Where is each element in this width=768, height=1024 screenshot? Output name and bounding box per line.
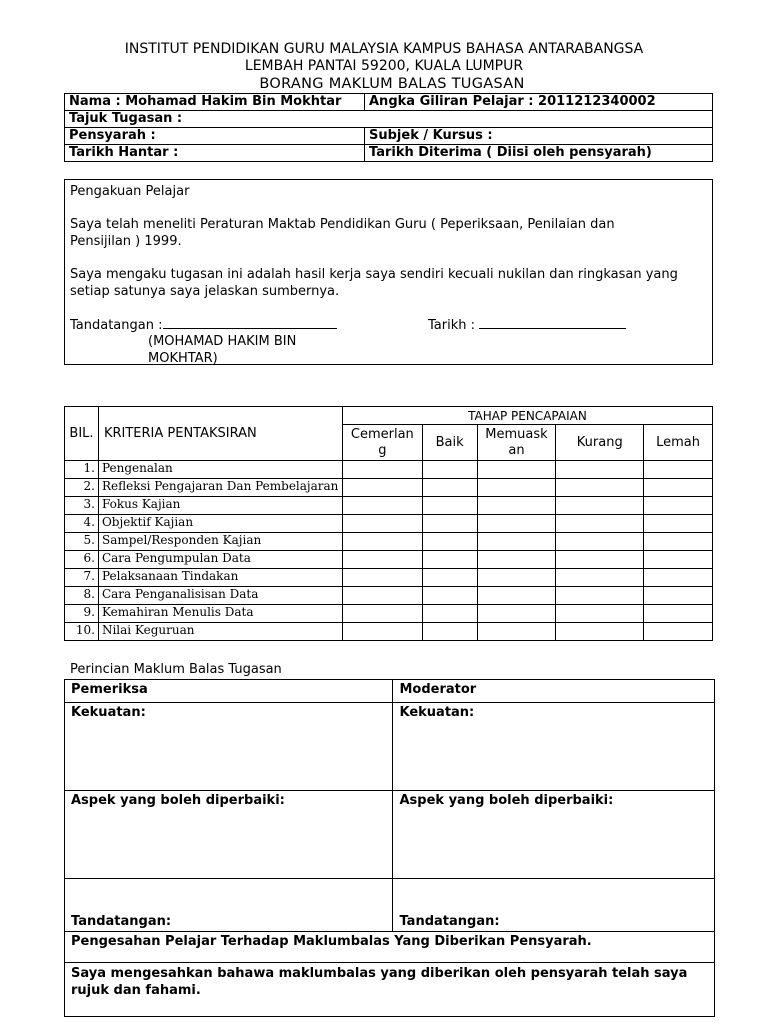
score-cell-memuaskan[interactable] (477, 605, 556, 623)
criteria-row (65, 551, 713, 569)
score-cell-kurang[interactable] (556, 605, 644, 623)
score-cell-kurang[interactable] (556, 461, 644, 479)
criteria-number: 3. (65, 497, 99, 515)
lecturer-field: Pensyarah : (65, 128, 365, 145)
level-header-cemerlang: Cemerlang (342, 425, 422, 461)
column-header-no: BIL. (65, 407, 99, 461)
level-header-lemah: Lemah (644, 425, 713, 461)
criteria-label: Cara Penganalisisan Data (98, 587, 342, 605)
signature-row (70, 317, 337, 334)
declaration-paragraph-2: Saya mengaku tugasan ini adalah hasil kerja saya sendiri kecuali nukilan dan ringkasan yang setiap satunya saya jelaskan sumbernya. (70, 267, 678, 299)
score-cell-memuaskan[interactable] (477, 533, 556, 551)
score-cell-cemerlang[interactable] (342, 461, 422, 479)
declaration-paragraph-1: Saya telah meneliti Peraturan Maktab Pendidikan Guru ( Peperiksaan, Penilaian dan Pensijilan ) 1999. (70, 217, 615, 249)
criteria-row (65, 623, 713, 641)
score-cell-lemah[interactable] (644, 497, 713, 515)
signer-name: (MOHAMAD HAKIM BIN MOKHTAR) (148, 334, 297, 364)
criteria-label: Sampel/Responden Kajian (98, 533, 342, 551)
signature-label: Tandatangan : (70, 318, 163, 333)
score-cell-cemerlang[interactable] (342, 515, 422, 533)
score-cell-lemah[interactable] (644, 587, 713, 605)
score-cell-cemerlang[interactable] (342, 569, 422, 587)
signature-line[interactable] (163, 328, 337, 329)
score-cell-baik[interactable] (422, 605, 477, 623)
score-cell-baik[interactable] (422, 515, 477, 533)
level-header-kurang: Kurang (556, 425, 644, 461)
criteria-label: Fokus Kajian (98, 497, 342, 515)
score-cell-lemah[interactable] (644, 515, 713, 533)
score-cell-memuaskan[interactable] (477, 551, 556, 569)
score-cell-memuaskan[interactable] (477, 461, 556, 479)
score-cell-kurang[interactable] (556, 515, 644, 533)
score-cell-memuaskan[interactable] (477, 515, 556, 533)
examiner-improvements[interactable]: Aspek yang boleh diperbaiki: (65, 791, 393, 879)
score-cell-kurang[interactable] (556, 569, 644, 587)
institution-name: INSTITUT PENDIDIKAN GURU MALAYSIA KAMPUS BAHASA ANTARABANGSA (124, 41, 644, 57)
score-cell-cemerlang[interactable] (342, 587, 422, 605)
criteria-number: 6. (65, 551, 99, 569)
score-cell-cemerlang[interactable] (342, 479, 422, 497)
score-cell-memuaskan[interactable] (477, 623, 556, 641)
criteria-row (65, 587, 713, 605)
student-confirmation-text: Saya mengesahkan bahawa maklumbalas yang diberikan oleh pensyarah telah saya rujuk dan fahami. (65, 963, 715, 1017)
score-cell-lemah[interactable] (644, 533, 713, 551)
form-title: BORANG MAKLUM BALAS TUGASAN (259, 76, 525, 92)
score-cell-baik[interactable] (422, 479, 477, 497)
student-info-table (64, 93, 713, 162)
received-date-field: Tarikh Diterima ( Diisi oleh pensyarah) (365, 145, 713, 162)
score-cell-lemah[interactable] (644, 569, 713, 587)
criteria-label: Pengenalan (98, 461, 342, 479)
score-cell-kurang[interactable] (556, 587, 644, 605)
score-cell-baik[interactable] (422, 623, 477, 641)
score-cell-kurang[interactable] (556, 623, 644, 641)
feedback-table (64, 679, 715, 1017)
criteria-number: 4. (65, 515, 99, 533)
student-name: Nama : Mohamad Hakim Bin Mokhtar (65, 94, 365, 111)
score-cell-cemerlang[interactable] (342, 497, 422, 515)
examiner-strengths[interactable]: Kekuatan: (65, 703, 393, 791)
criteria-row (65, 605, 713, 623)
criteria-row (65, 479, 713, 497)
criteria-row (65, 569, 713, 587)
criteria-label: Refleksi Pengajaran Dan Pembelajaran (98, 479, 342, 497)
score-cell-lemah[interactable] (644, 461, 713, 479)
score-cell-cemerlang[interactable] (342, 533, 422, 551)
criteria-label: Cara Pengumpulan Data (98, 551, 342, 569)
score-cell-memuaskan[interactable] (477, 497, 556, 515)
criteria-row (65, 515, 713, 533)
criteria-row (65, 461, 713, 479)
score-cell-kurang[interactable] (556, 497, 644, 515)
feedback-section-title: Perincian Maklum Balas Tugasan (70, 662, 282, 677)
score-cell-baik[interactable] (422, 587, 477, 605)
examiner-header: Pemeriksa (65, 680, 393, 703)
score-cell-cemerlang[interactable] (342, 551, 422, 569)
score-cell-memuaskan[interactable] (477, 569, 556, 587)
achievement-level-header: TAHAP PENCAPAIAN (342, 407, 712, 425)
criteria-number: 5. (65, 533, 99, 551)
assignment-title-field: Tajuk Tugasan : (65, 111, 713, 128)
criteria-number: 9. (65, 605, 99, 623)
criteria-row (65, 497, 713, 515)
criteria-label: Nilai Keguruan (98, 623, 342, 641)
criteria-number: 8. (65, 587, 99, 605)
date-row (428, 317, 626, 334)
score-cell-baik[interactable] (422, 551, 477, 569)
criteria-number: 1. (65, 461, 99, 479)
moderator-signature[interactable]: Tandatangan: (393, 879, 715, 932)
declaration-heading: Pengakuan Pelajar (70, 184, 190, 199)
criteria-label: Objektif Kajian (98, 515, 342, 533)
score-cell-kurang[interactable] (556, 479, 644, 497)
date-line[interactable] (479, 328, 626, 329)
criteria-label: Pelaksanaan Tindakan (98, 569, 342, 587)
student-confirmation-heading: Pengesahan Pelajar Terhadap Maklumbalas Yang Diberikan Pensyarah. (65, 932, 715, 963)
institution-address: LEMBAH PANTAI 59200, KUALA LUMPUR (244, 58, 524, 74)
score-cell-lemah[interactable] (644, 623, 713, 641)
score-cell-lemah[interactable] (644, 605, 713, 623)
moderator-header: Moderator (393, 680, 715, 703)
moderator-strengths[interactable]: Kekuatan: (393, 703, 715, 791)
column-header-criteria: KRITERIA PENTAKSIRAN (98, 407, 342, 461)
subject-field: Subjek / Kursus : (365, 128, 713, 145)
score-cell-baik[interactable] (422, 569, 477, 587)
score-cell-memuaskan[interactable] (477, 587, 556, 605)
level-header-baik: Baik (422, 425, 477, 461)
score-cell-kurang[interactable] (556, 533, 644, 551)
criteria-number: 10. (65, 623, 99, 641)
score-cell-lemah[interactable] (644, 551, 713, 569)
criteria-label: Kemahiran Menulis Data (98, 605, 342, 623)
date-label: Tarikh : (428, 318, 475, 333)
score-cell-baik[interactable] (422, 533, 477, 551)
student-id: Angka Giliran Pelajar : 2011212340002 (365, 94, 713, 111)
score-cell-kurang[interactable] (556, 551, 644, 569)
score-cell-baik[interactable] (422, 461, 477, 479)
moderator-improvements[interactable]: Aspek yang boleh diperbaiki: (393, 791, 715, 879)
criteria-row (65, 533, 713, 551)
level-header-memuaskan: Memuaskan (477, 425, 556, 461)
assessment-criteria-table (64, 406, 713, 641)
criteria-number: 2. (65, 479, 99, 497)
score-cell-cemerlang[interactable] (342, 605, 422, 623)
score-cell-memuaskan[interactable] (477, 479, 556, 497)
criteria-number: 7. (65, 569, 99, 587)
examiner-signature[interactable]: Tandatangan: (65, 879, 393, 932)
score-cell-lemah[interactable] (644, 479, 713, 497)
score-cell-cemerlang[interactable] (342, 623, 422, 641)
submit-date-field: Tarikh Hantar : (65, 145, 365, 162)
score-cell-baik[interactable] (422, 497, 477, 515)
